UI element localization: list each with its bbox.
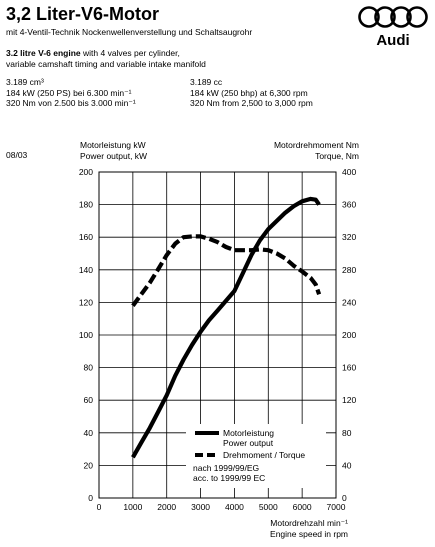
legend-note-de: nach 1999/99/EG: [193, 463, 260, 473]
torque-curve: [133, 236, 319, 305]
y-left-label-en: Power output, kW: [80, 150, 148, 161]
legend-torque-label: Drehmoment / Torque: [223, 450, 306, 460]
chart-legend: [186, 424, 326, 488]
y-right-tick-label: 280: [342, 264, 357, 275]
y-left-tick-label: 20: [83, 460, 93, 471]
power-curve: [133, 199, 319, 457]
y-right-label-de: Motordrehmoment Nm: [273, 140, 359, 150]
y-left-tick-label: 180: [78, 199, 93, 210]
spec-en-displacement: 3.189 cc: [190, 77, 223, 87]
page-subtitle: mit 4-Ventil-Technik Nockenwellenverstellung und Schaltsaugrohr: [6, 27, 253, 37]
page-title: 3,2 Liter-V6-Motor: [6, 4, 160, 24]
x-label-de: Motordrehzahl min⁻¹: [270, 518, 348, 528]
y-right-tick-label: 40: [342, 460, 352, 471]
x-tick-label: 6000: [292, 502, 312, 512]
y-right-tick-label: 320: [342, 232, 357, 243]
legend-power-label-de: Motorleistung: [223, 428, 275, 438]
english-title-rest: with 4 valves per cylinder,: [80, 48, 180, 58]
y-right-label-en: Torque, Nm: [315, 150, 359, 161]
x-tick-label: 1000: [123, 502, 143, 512]
y-left-tick-label: 40: [83, 427, 93, 438]
y-left-tick-label: 80: [83, 362, 93, 373]
y-left-tick-label: 60: [83, 395, 93, 406]
audi-wordmark: Audi: [376, 32, 410, 49]
y-right-tick-label: 80: [342, 427, 352, 438]
y-left-tick-label: 0: [88, 493, 93, 503]
x-tick-label: 7000: [326, 502, 346, 512]
legend-note-en: acc. to 1999/99 EC: [193, 473, 266, 483]
y-right-tick-label: 240: [342, 297, 357, 308]
chart-series: [133, 199, 319, 457]
x-tick-label: 2000: [157, 502, 177, 512]
y-left-tick-label: 140: [78, 264, 93, 275]
spec-en-power: 184 kW (250 bhp) at 6,300 rpm: [190, 87, 308, 98]
y-left-tick-label: 100: [78, 330, 93, 340]
y-right-tick-label: 160: [342, 362, 357, 373]
x-tick-label: 3000: [191, 502, 211, 512]
english-title: 3.2 litre V-6 engine: [6, 48, 81, 58]
spec-de-torque: 320 Nm von 2.500 bis 3.000 min⁻¹: [6, 98, 136, 108]
english-subtitle: variable camshaft timing and variable intake manifold: [6, 59, 206, 69]
date-code: 08/03: [6, 150, 28, 160]
spec-de-displacement: 3.189 cm³: [6, 77, 44, 87]
y-right-tick-label: 200: [342, 330, 357, 340]
spec-en-torque: 320 Nm from 2,500 to 3,000 rpm: [190, 98, 313, 108]
y-right-tick-label: 400: [342, 167, 357, 177]
y-left-label-de: Motorleistung kW: [80, 140, 146, 150]
y-left-tick-label: 120: [78, 297, 93, 308]
y-right-tick-label: 0: [342, 493, 347, 503]
y-right-tick-label: 120: [342, 395, 357, 406]
legend-power-label-en: Power output: [223, 438, 274, 448]
y-left-tick-label: 160: [78, 232, 93, 243]
x-label-en: Engine speed in rpm: [270, 528, 348, 539]
spec-de-power: 184 kW (250 PS) bei 6.300 min⁻¹: [6, 87, 132, 98]
x-tick-label: 5000: [258, 502, 278, 512]
x-tick-label: 0: [96, 502, 102, 512]
x-tick-label: 4000: [224, 502, 244, 512]
y-right-tick-label: 360: [342, 199, 357, 210]
y-left-tick-label: 200: [78, 167, 93, 177]
